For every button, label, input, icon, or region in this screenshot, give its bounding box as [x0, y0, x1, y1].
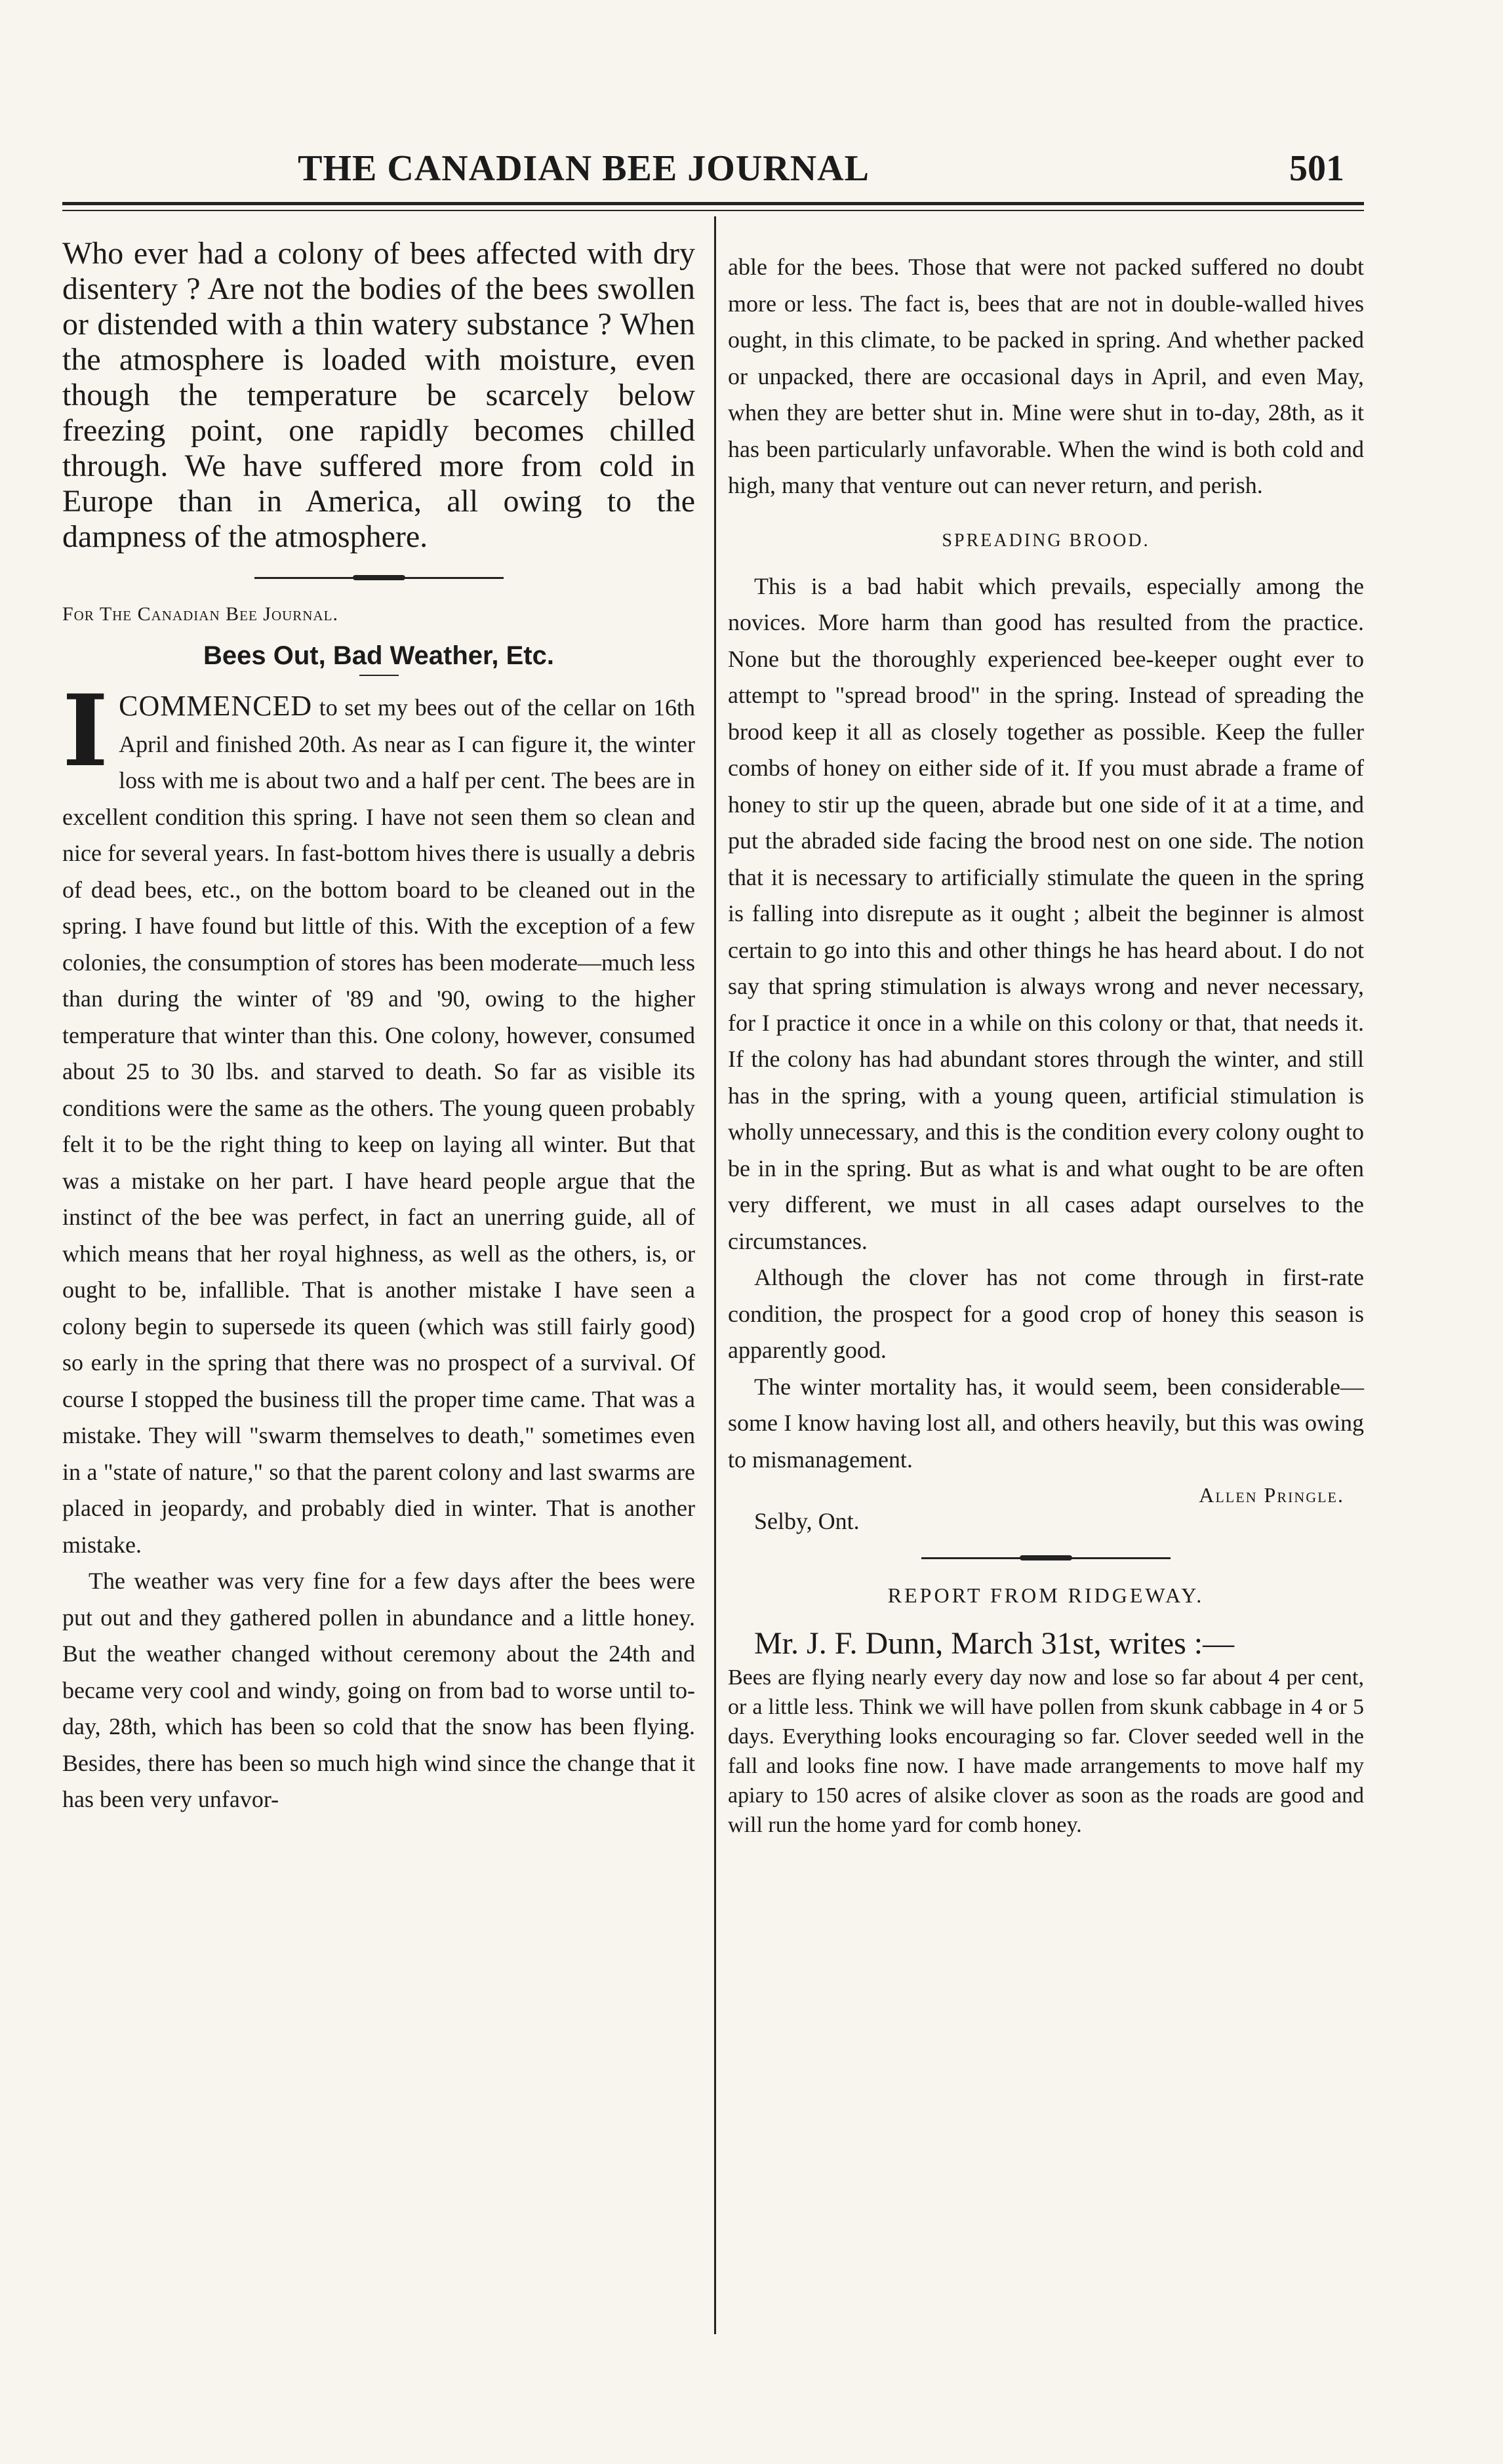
author-signature: Allen Pringle. — [1199, 1483, 1344, 1507]
header-rule-thin — [62, 210, 1364, 211]
title-rule — [359, 675, 399, 676]
article-body — [62, 673, 695, 1818]
journal-title: THE CANADIAN BEE JOURNAL — [298, 148, 870, 189]
continued-paragraph: able for the bees. Those that were not packed suffered no doubt more or less. The fact is, bees that are not in double-walled hives ought, in this climate, to be packed in spring. And whether packed or unpacked, there are occasional days in April, and even May, when they are better shut in. Mine were shut in to-day, 28th, as it has been particularly unfavorable. When the wind is both cold and high, many that venture out can never return, and perish. — [728, 254, 1364, 498]
section-ornament — [62, 572, 695, 584]
drop-cap: I — [62, 673, 109, 789]
subheading-spreading-brood: SPREADING BROOD. — [942, 530, 1150, 551]
right-column — [728, 249, 1364, 1840]
paragraph-2: The weather was very fine for a few days after the bees were put out and they gathered pollen in abundance and a little honey. But the weather changed without ceremony about the 24th and became very cool and windy, going on from bad to worse until to-day, 28th, which has been so cold that the snow has been flying. Besides, there has been so much high wind since the change that it has been very unfavor- — [62, 1568, 695, 1812]
source-line: For The Canadian Bee Journal. — [62, 603, 338, 625]
section-ornament-2 — [728, 1552, 1364, 1564]
page-number: 501 — [1289, 148, 1344, 189]
page-header — [59, 148, 1371, 193]
correspondent-report: Bees are flying nearly every day now and lose so far about 4 per cent, or a little less. Think we will have pollen from skunk cabbage in 4 or 5 days. Everything looks encouraging so far. Clover seeded well in the fall and looks fine now. I have made arrangements to move half my apiary to 150 acres of alsike clover as soon as the roads are good and will run the home yard for comb honey. — [728, 1665, 1364, 1837]
lead-paragraph: Who ever had a colony of bees affected with dry disentery ? Are not the bodies of the bees swollen or distended with a thin watery substance ? When the atmosphere is loaded with moisture, even though the temperature be scarcely below freezing point, one rapidly becomes chilled through. We have suffered more from cold in Europe than in America, all owing to the dampness of the atmosphere. — [62, 236, 695, 554]
correspondent-line: Mr. J. F. Dunn, March 31st, writes :— — [754, 1626, 1235, 1661]
report-heading: REPORT FROM RIDGEWAY. — [887, 1583, 1205, 1607]
first-word: COMMENCED — [119, 690, 313, 722]
header-rule — [62, 202, 1364, 205]
paragraph-spreading-brood: This is a bad habit which prevails, especially among the novices. More harm than good has resulted from the practice. None but the thoroughly experienced bee-keeper ought ever to attempt to "spread brood" in the spring. Instead of spreading the brood keep it all as closely together as possible. Keep the fuller combs of honey on either side of it. If you must abrade a frame of honey to stir up the queen, abrade but one side of it at a time, and put the abraded side facing the brood nest on one side. The notion that it is necessary to artificially stimulate the queen in the spring is falling into disrepute as it ought ; albeit the beginner is almost certain to go into this and other things he has heard about. I do not say that spring stimulation is always wrong and never necessary, for I practice it once in a while on this colony or that, that needs it. If the colony has had abundant stores through the winter, and still has in the spring, with a young queen, artificial stimulation is wholly unnecessary, and this is the condition every colony ought to be in in the spring. But as what is and what ought to be are often very different, we must in all cases adapt ourselves to the circumstances. — [728, 572, 1364, 1254]
article-title: Bees Out, Bad Weather, Etc. — [203, 641, 554, 670]
author-place: Selby, Ont. — [754, 1508, 860, 1534]
paragraph-clover: Although the clover has not come through in first-rate condition, the prospect for a good crop of honey this season is apparently good. — [728, 1264, 1364, 1363]
paragraph-winter-mortality: The winter mortality has, it would seem, been considerable—some I know having lost all, and others heavily, but this was owing to mismanagement. — [728, 1373, 1364, 1473]
paragraph-1: to set my bees out of the cellar on 16th April and finished 20th. As near as I can figure it, the winter loss with me is about two and a half per cent. The bees are in excellent condition this spring. I have not seen them so clean and nice for several years. In fast-bottom hives there is usually a debris of dead bees, etc., on the bottom board to be cleaned out in the spring. I have found but little of this. With the exception of a few colonies, the consumption of stores has been moderate—much less than during the winter of '89 and '90, owing to the higher temperature that winter than this. One colony, however, consumed about 25 to 30 lbs. and starved to death. So far as visible its conditions were the same as the others. The young queen probably felt it to be the right thing to keep on laying all winter. But that was a mistake on her part. I have heard people argue that the instinct of the bee was perfect, in fact an unerring guide, all of which means that her royal highness, as well as the others, is, or ought to be, infallible. That is another mistake I have seen a colony begin to supersede its queen (which was still fairly good) so early in the spring that there was no prospect of a survival. Of course I stopped the business till the proper time came. That was a mistake. They will "swarm themselves to death," sometimes even in a "state of nature," so that the parent colony and last swarms are placed in jeopardy, and probably died in winter. That is another mistake. — [62, 694, 695, 1558]
column-divider — [714, 216, 716, 2334]
left-column — [62, 236, 695, 1818]
